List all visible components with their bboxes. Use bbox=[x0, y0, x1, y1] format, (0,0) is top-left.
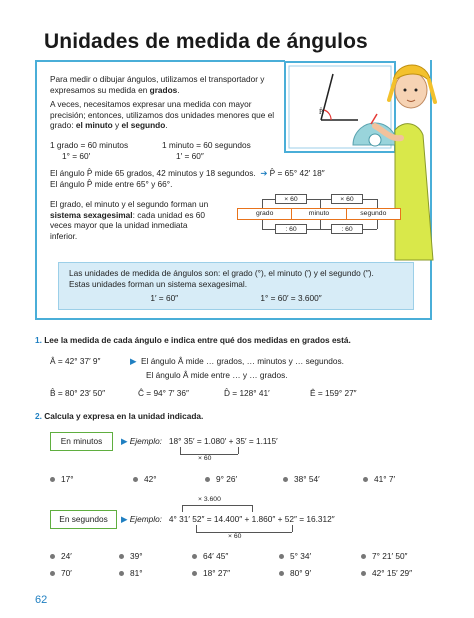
sexagesimal-paragraph: El grado, el minuto y el segundo forman un sistema sexagesimal: cada unidad es 60 veces mayor que la unidad inmediata inferior. bbox=[50, 199, 209, 241]
minutes-item-1: 17° bbox=[50, 474, 74, 484]
minutes-factor-label: × 60 bbox=[198, 455, 212, 462]
eq-minuto-segundos: 1 minuto = 60 segundos bbox=[162, 140, 251, 150]
angle-c: Ĉ = 94° 7′ 36″ bbox=[138, 388, 189, 398]
en-minutos-box: En minutos bbox=[50, 432, 113, 451]
units-bar bbox=[237, 208, 401, 220]
minutes-item-2: 42° bbox=[133, 474, 157, 484]
theory-text bbox=[50, 74, 285, 135]
seconds-item-r1-1: 24′ bbox=[50, 551, 72, 561]
summary-eq-degree: 1° = 60′ = 3.600″ bbox=[260, 293, 322, 304]
angle-p-sentence: El ángulo P̂ mide 65 grados, 42 minutos y 18 segundos. bbox=[50, 168, 256, 178]
minutes-item-3: 9° 26′ bbox=[205, 474, 237, 484]
div-60-label-2: : 60 bbox=[331, 224, 363, 234]
summary-line-2: Estas unidades forman un sistema sexagesimal. bbox=[69, 278, 248, 289]
seconds-item-r2-2: 81° bbox=[119, 568, 143, 578]
en-segundos-box: En segundos bbox=[50, 510, 117, 529]
summary-line-1: Las unidades de medida de ángulos son: el grado (°), el minuto (′) y el segundo (″). bbox=[69, 268, 374, 278]
eq-grado-minutos: 1 grado = 60 minutos bbox=[50, 140, 129, 150]
exercise-1-answer-line-2: El ángulo Â mide entre … y … grados. bbox=[146, 370, 288, 380]
seconds-item-r1-4: 5° 34′ bbox=[279, 551, 311, 561]
seconds-factor-bottom-label: × 60 bbox=[228, 533, 242, 540]
times-60-label-2: × 60 bbox=[331, 194, 363, 204]
theory-paragraph-1: Para medir o dibujar ángulos, utilizamos el transportador y expresamos su medida en grados. bbox=[50, 74, 265, 95]
exercise-1-given-angle: Â = 42° 37′ 9″ bbox=[50, 356, 101, 366]
unit-segundo: segundo bbox=[360, 210, 387, 217]
unit-grado: grado bbox=[238, 209, 292, 219]
summary-eq-minute: 1′ = 60″ bbox=[150, 293, 179, 304]
page-title: Unidades de medida de ángulos bbox=[44, 30, 368, 53]
minutes-example: ▶ Ejemplo: 18° 35′ = 1.080′ + 35′ = 1.115′ bbox=[121, 436, 278, 446]
minutes-example-equation: 18° 35′ = 1.080′ + 35′ = 1.115′ bbox=[168, 436, 278, 446]
angle-p-value: P̂ = 65° 42′ 18″ bbox=[269, 168, 325, 178]
equivalences bbox=[50, 140, 251, 161]
seconds-item-r1-2: 39° bbox=[119, 551, 143, 561]
times-60-label-1: × 60 bbox=[275, 194, 307, 204]
eq-degree-symbol: 1° = 60′ bbox=[62, 150, 91, 161]
minutes-item-4: 38° 54′ bbox=[283, 474, 320, 484]
exercise-1-other-angles bbox=[50, 388, 460, 399]
seconds-item-r1-5: 7° 21′ 50″ bbox=[361, 551, 408, 561]
seconds-item-r2-1: 70′ bbox=[50, 568, 72, 578]
seconds-item-r2-3: 18° 27″ bbox=[192, 568, 230, 578]
exercise-1-answer-line-1: ▶ El ángulo Â mide … grados, … minutos y … segundos. bbox=[130, 356, 344, 366]
student-illustration bbox=[283, 40, 443, 280]
exercise-1-statement: 1. Lee la medida de cada ángulo e indica entre qué dos medidas en grados está. bbox=[35, 335, 351, 345]
angle-p-range: El ángulo P̂ mide entre 65° y 66°. bbox=[50, 178, 173, 189]
angle-d: D̂ = 128° 41′ bbox=[224, 388, 270, 398]
seconds-example: ▶ Ejemplo: 4° 31′ 52″ = 14.400″ + 1.860″ + 52″ = 16.312″ bbox=[121, 514, 335, 524]
seconds-item-r1-3: 64′ 45″ bbox=[192, 551, 228, 561]
page-number: 62 bbox=[35, 594, 48, 606]
seconds-example-equation: 4° 31′ 52″ = 14.400″ + 1.860″ + 52″ = 16.312″ bbox=[168, 514, 335, 524]
unit-minuto: minuto bbox=[292, 209, 346, 219]
minutes-item-5: 41° 7′ bbox=[363, 474, 395, 484]
seconds-item-r2-4: 80° 9′ bbox=[279, 568, 311, 578]
angle-label: P̂ bbox=[319, 108, 323, 116]
eq-minute-symbol: 1′ = 60″ bbox=[176, 150, 204, 161]
div-60-label-1: : 60 bbox=[275, 224, 307, 234]
theory-paragraph-2: A veces, necesitamos expresar una medida con mayor precisión; entonces, utilizamos dos unidades menores que el grado: el minuto y el segundo. bbox=[50, 99, 275, 131]
angle-p-example: El ángulo P̂ mide 65 grados, 42 minutos y 18 segundos. ➔ P̂ = 65° 42′ 18″ El ángulo P̂ mide entre 65° y 66°. bbox=[50, 168, 410, 189]
angle-e: Ê = 159° 27″ bbox=[310, 388, 357, 398]
summary-box bbox=[58, 262, 414, 310]
exercise-2-statement: 2. Calcula y expresa en la unidad indicada. bbox=[35, 411, 204, 421]
seconds-item-r2-5: 42° 15′ 29″ bbox=[361, 568, 412, 578]
seconds-factor-top-label: × 3.600 bbox=[198, 496, 221, 503]
angle-b: B̂ = 80° 23′ 50″ bbox=[50, 388, 106, 398]
